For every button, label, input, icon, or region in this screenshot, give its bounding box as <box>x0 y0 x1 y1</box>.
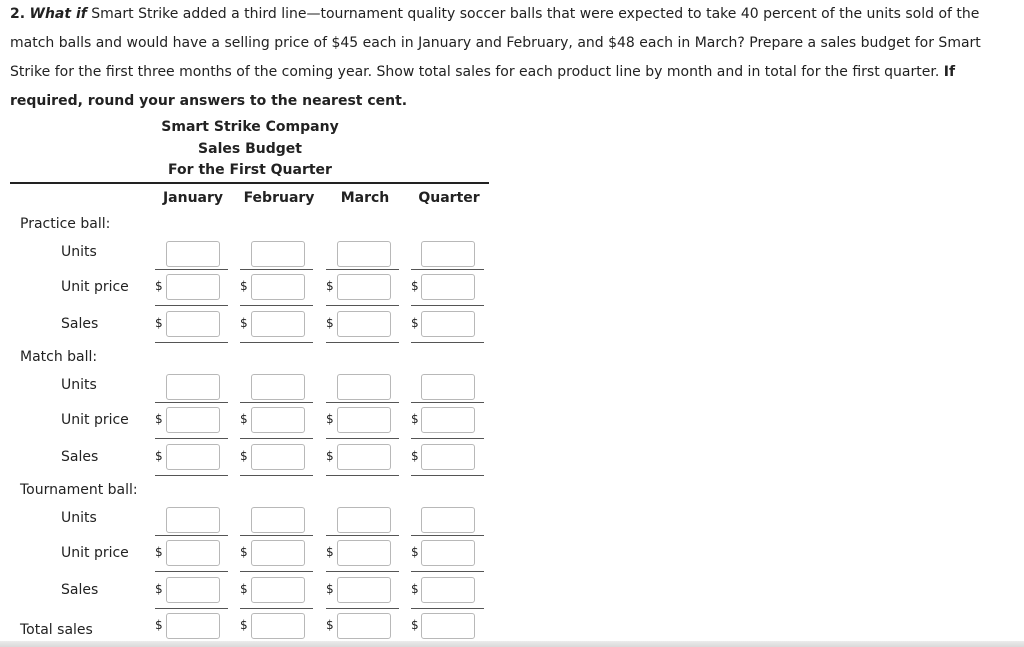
match-ball-units-march-input[interactable] <box>337 374 391 400</box>
match-ball-sales-february-input[interactable] <box>251 444 305 470</box>
row-label-match-ball-units: Units <box>61 377 97 393</box>
row-label-tournament-ball-sales: Sales <box>61 582 99 598</box>
sum-rule-bottom <box>240 305 313 306</box>
sum-rule-top <box>411 269 484 270</box>
currency-symbol: $ <box>240 279 248 293</box>
currency-symbol: $ <box>155 279 163 293</box>
sum-rule-bottom <box>155 571 228 572</box>
currency-symbol: $ <box>411 449 419 463</box>
question-body: Smart Strike added a third line—tournament quality soccer balls that were expected to take 40 percent of the units sold of the match balls and would have a selling price of $45 each in January and February, and $48 each in March? Prepare a sales budget for Smart Strike for the first three months of the coming year. Show total sales for each product line by month and in total for the first quarter. <box>10 6 981 80</box>
sum-rule-bottom <box>411 475 484 476</box>
tournament-ball-sales-february-input[interactable] <box>251 577 305 603</box>
sum-rule-top <box>155 402 228 403</box>
tournament-ball-unit-price-february-input[interactable] <box>251 540 305 566</box>
row-label-match-ball-sales: Sales <box>61 449 99 465</box>
sum-rule-bottom <box>326 608 399 609</box>
match-ball-unit-price-march-input[interactable] <box>337 407 391 433</box>
budget-period: For the First Quarter <box>168 162 332 178</box>
tournament-ball-unit-price-quarter-input[interactable] <box>421 540 475 566</box>
row-label-practice-ball-sales: Sales <box>61 316 99 332</box>
currency-symbol: $ <box>326 449 334 463</box>
currency-symbol: $ <box>240 449 248 463</box>
section-label-match-ball: Match ball: <box>20 349 98 365</box>
match-ball-unit-price-february-input[interactable] <box>251 407 305 433</box>
practice-ball-unit-price-january-input[interactable] <box>166 274 220 300</box>
currency-symbol: $ <box>155 618 163 632</box>
tournament-ball-units-january-input[interactable] <box>166 507 220 533</box>
currency-symbol: $ <box>411 316 419 330</box>
sum-rule-top <box>240 402 313 403</box>
currency-symbol: $ <box>326 618 334 632</box>
tournament-ball-sales-january-input[interactable] <box>166 577 220 603</box>
row-label-total-sales: Total sales <box>20 622 93 638</box>
sum-rule-top <box>411 402 484 403</box>
currency-symbol: $ <box>326 545 334 559</box>
row-label-tournament-ball-units: Units <box>61 510 97 526</box>
currency-symbol: $ <box>411 582 419 596</box>
practice-ball-unit-price-february-input[interactable] <box>251 274 305 300</box>
tournament-ball-unit-price-january-input[interactable] <box>166 540 220 566</box>
column-header-march: March <box>340 190 390 206</box>
section-label-tournament-ball: Tournament ball: <box>20 482 138 498</box>
currency-symbol: $ <box>155 449 163 463</box>
practice-ball-units-february-input[interactable] <box>251 241 305 267</box>
practice-ball-sales-march-input[interactable] <box>337 311 391 337</box>
tournament-ball-units-march-input[interactable] <box>337 507 391 533</box>
sum-rule-bottom <box>411 342 484 343</box>
company-name: Smart Strike Company <box>161 119 339 135</box>
sum-rule-bottom <box>240 475 313 476</box>
practice-ball-units-march-input[interactable] <box>337 241 391 267</box>
tournament-ball-unit-price-march-input[interactable] <box>337 540 391 566</box>
sum-rule-top <box>155 269 228 270</box>
tournament-ball-sales-march-input[interactable] <box>337 577 391 603</box>
currency-symbol: $ <box>155 316 163 330</box>
practice-ball-sales-january-input[interactable] <box>166 311 220 337</box>
currency-symbol: $ <box>411 279 419 293</box>
row-label-match-ball-unit-price: Unit price <box>61 412 129 428</box>
practice-ball-unit-price-march-input[interactable] <box>337 274 391 300</box>
budget-title: Sales Budget <box>198 141 302 157</box>
match-ball-units-january-input[interactable] <box>166 374 220 400</box>
practice-ball-sales-february-input[interactable] <box>251 311 305 337</box>
currency-symbol: $ <box>240 412 248 426</box>
match-ball-unit-price-january-input[interactable] <box>166 407 220 433</box>
sum-rule-bottom <box>240 438 313 439</box>
practice-ball-sales-quarter-input[interactable] <box>421 311 475 337</box>
sum-rule-top <box>326 535 399 536</box>
currency-symbol: $ <box>326 582 334 596</box>
currency-symbol: $ <box>240 545 248 559</box>
total-sales-march-input[interactable] <box>337 613 391 639</box>
sum-rule-bottom <box>411 608 484 609</box>
sum-rule-top <box>240 535 313 536</box>
currency-symbol: $ <box>326 279 334 293</box>
currency-symbol: $ <box>411 545 419 559</box>
sum-rule-bottom <box>155 305 228 306</box>
sum-rule-top <box>411 535 484 536</box>
page-bottom-edge <box>0 641 1024 647</box>
section-label-practice-ball: Practice ball: <box>20 216 111 232</box>
sum-rule-bottom <box>411 438 484 439</box>
question-text <box>10 0 1018 116</box>
sum-rule-bottom <box>411 305 484 306</box>
sum-rule-bottom <box>411 571 484 572</box>
question-lead: What if <box>29 6 87 22</box>
sum-rule-bottom <box>155 608 228 609</box>
row-label-practice-ball-unit-price: Unit price <box>61 279 129 295</box>
practice-ball-unit-price-quarter-input[interactable] <box>421 274 475 300</box>
sum-rule-top <box>240 269 313 270</box>
practice-ball-units-january-input[interactable] <box>166 241 220 267</box>
sum-rule-bottom <box>326 438 399 439</box>
tournament-ball-units-quarter-input[interactable] <box>421 507 475 533</box>
sum-rule-bottom <box>326 342 399 343</box>
question-number: 2. <box>10 6 26 22</box>
column-header-january: January <box>162 190 224 206</box>
match-ball-sales-quarter-input[interactable] <box>421 444 475 470</box>
total-sales-january-input[interactable] <box>166 613 220 639</box>
match-ball-units-quarter-input[interactable] <box>421 374 475 400</box>
sum-rule-top <box>155 535 228 536</box>
header-rule <box>10 182 489 184</box>
total-sales-february-input[interactable] <box>251 613 305 639</box>
currency-symbol: $ <box>240 316 248 330</box>
question-instruction: If required, round your answers to the nearest cent. <box>10 64 956 109</box>
currency-symbol: $ <box>411 618 419 632</box>
match-ball-sales-march-input[interactable] <box>337 444 391 470</box>
currency-symbol: $ <box>155 412 163 426</box>
tournament-ball-sales-quarter-input[interactable] <box>421 577 475 603</box>
tournament-ball-units-february-input[interactable] <box>251 507 305 533</box>
currency-symbol: $ <box>155 582 163 596</box>
sum-rule-bottom <box>240 342 313 343</box>
practice-ball-units-quarter-input[interactable] <box>421 241 475 267</box>
sum-rule-bottom <box>326 305 399 306</box>
currency-symbol: $ <box>240 582 248 596</box>
currency-symbol: $ <box>326 316 334 330</box>
currency-symbol: $ <box>326 412 334 426</box>
sum-rule-bottom <box>240 608 313 609</box>
sum-rule-top <box>326 269 399 270</box>
currency-symbol: $ <box>411 412 419 426</box>
currency-symbol: $ <box>155 545 163 559</box>
sum-rule-bottom <box>155 342 228 343</box>
sum-rule-bottom <box>155 438 228 439</box>
column-header-quarter: Quarter <box>418 190 480 206</box>
row-label-tournament-ball-unit-price: Unit price <box>61 545 129 561</box>
match-ball-unit-price-quarter-input[interactable] <box>421 407 475 433</box>
sum-rule-bottom <box>155 475 228 476</box>
total-sales-quarter-input[interactable] <box>421 613 475 639</box>
row-label-practice-ball-units: Units <box>61 244 97 260</box>
sum-rule-top <box>326 402 399 403</box>
sum-rule-bottom <box>326 475 399 476</box>
column-header-february: February <box>243 190 315 206</box>
match-ball-sales-january-input[interactable] <box>166 444 220 470</box>
currency-symbol: $ <box>240 618 248 632</box>
sum-rule-bottom <box>240 571 313 572</box>
match-ball-units-february-input[interactable] <box>251 374 305 400</box>
sum-rule-bottom <box>326 571 399 572</box>
